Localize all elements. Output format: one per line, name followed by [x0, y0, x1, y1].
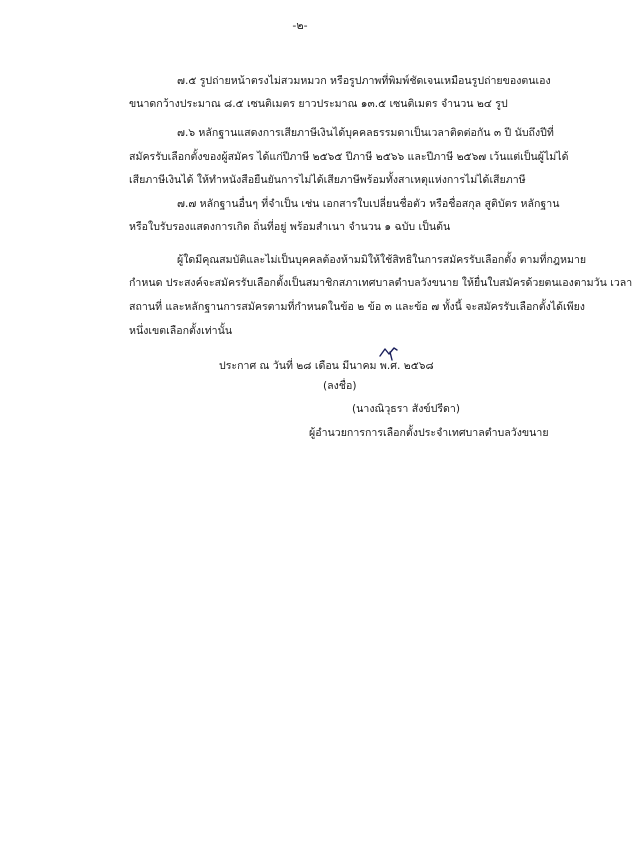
signatory-position: ผู้อำนวยการการเลือกตั้งประจำเทศบาลตำบลวังขนาย: [309, 427, 549, 439]
section-7-6-line-1: ๗.๖ หลักฐานแสดงการเสียภาษีเงินได้บุคคลธรรมดาเป็นเวลาติดต่อกัน ๓ ปี นับถึงปีที่: [177, 127, 554, 139]
closing-line-2: กำหนด ประสงค์จะสมัครรับเลือกตั้งเป็นสมาชิกสภาเทศบาลตำบลวังขนาย ให้ยื่นใบสมัครด้วยตนเองตามวัน เวลา: [129, 277, 632, 289]
section-7-6-line-2: สมัครรับเลือกตั้งของผู้สมัคร ได้แก่ปีภาษี ๒๕๖๕ ปีภาษี ๒๕๖๖ และปีภาษี ๒๕๖๗ เว้นแต่เป็นผู้ไม่ได้: [129, 151, 569, 163]
section-7-6-line-3: เสียภาษีเงินได้ ให้ทำหนังสือยืนยันการไม่ได้เสียภาษีพร้อมทั้งสาเหตุแห่งการไม่ได้เสียภาษี: [129, 174, 526, 186]
section-7-7-line-2: หรือใบรับรองแสดงการเกิด ถิ่นที่อยู่ พร้อมสำเนา จำนวน ๑ ฉบับ เป็นต้น: [129, 221, 451, 233]
handwritten-signature: [378, 346, 406, 362]
closing-line-3: สถานที่ และหลักฐานการสมัครตามที่กำหนดในข้อ ๒ ข้อ ๓ และข้อ ๗ ทั้งนี้ จะสมัครรับเลือกตั้งได้เพียง: [129, 301, 585, 313]
closing-line-4: หนึ่งเขตเลือกตั้งเท่านั้น: [129, 325, 233, 337]
signatory-name: (นางณิวุธรา สังข์ปรีดา): [352, 403, 461, 415]
closing-line-1: ผู้ใดมีคุณสมบัติและไม่เป็นบุคคลต้องห้ามมิให้ใช้สิทธิในการสมัครรับเลือกตั้ง ตามที่กฎหมาย: [177, 254, 587, 266]
section-7-5-line-1: ๗.๕ รูปถ่ายหน้าตรงไม่สวมหมวก หรือรูปภาพที่พิมพ์ชัดเจนเหมือนรูปถ่ายของตนเอง: [177, 75, 551, 87]
page-number: -๒-: [292, 19, 308, 32]
signature-label: (ลงชื่อ): [323, 380, 357, 392]
section-7-5-line-2: ขนาดกว้างประมาณ ๘.๕ เซนติเมตร ยาวประมาณ ๑๓.๕ เซนติเมตร จำนวน ๒๔ รูป: [129, 98, 508, 110]
announcement-date: ประกาศ ณ วันที่ ๒๘ เดือน มีนาคม พ.ศ. ๒๕๖๘: [219, 360, 434, 372]
section-7-7-line-1: ๗.๗ หลักฐานอื่นๆ ที่จำเป็น เช่น เอกสารใบเปลี่ยนชื่อตัว หรือชื่อสกุล สูติบัตร หลักฐาน: [177, 198, 560, 210]
